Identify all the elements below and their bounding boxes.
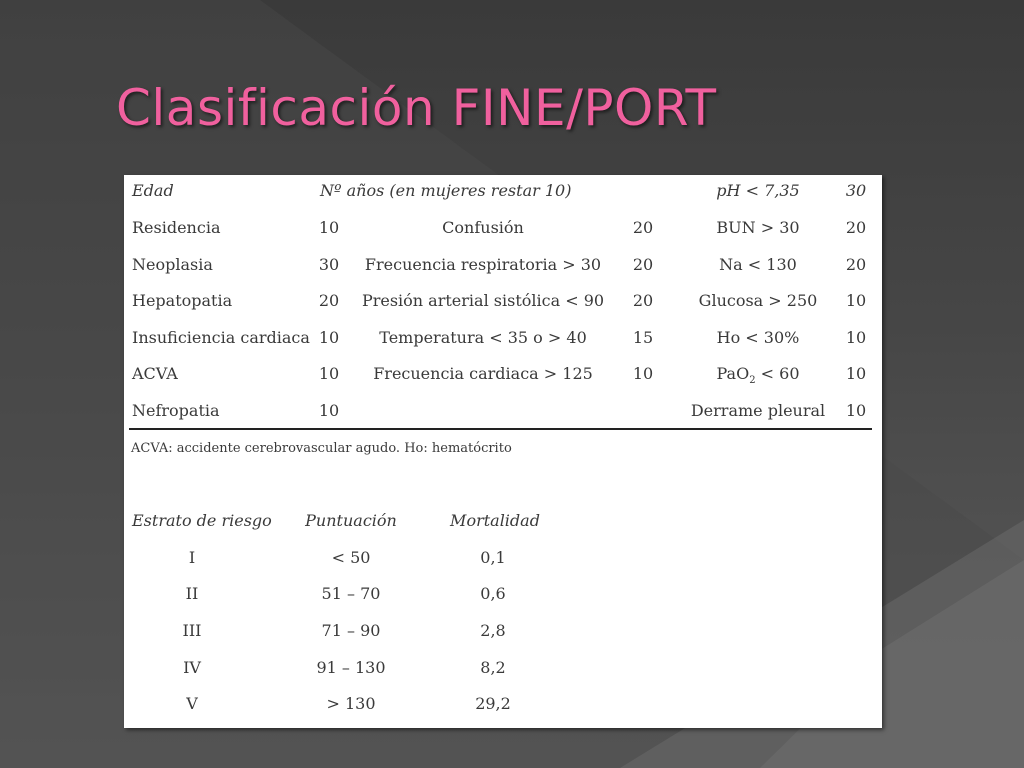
criteria-mid-label: Confusión <box>442 218 524 237</box>
risk-stratum: II <box>185 584 199 603</box>
risk-score: 71 – 90 <box>321 621 381 640</box>
risk-stratum: III <box>182 621 202 640</box>
criteria-mid-label: Frecuencia respiratoria > 30 <box>364 255 602 274</box>
criteria-label: Neoplasia <box>132 255 213 274</box>
criteria-points: Nº años (en mujeres restar 10) <box>320 181 572 200</box>
criteria-right-points: 20 <box>845 218 867 237</box>
risk-header: Mortalidad <box>450 511 540 530</box>
criteria-right-points: 20 <box>845 255 867 274</box>
risk-score: > 130 <box>326 694 376 713</box>
criteria-mid-points: 10 <box>632 364 654 383</box>
fine-port-table-image <box>124 175 882 728</box>
criteria-right-label: Glucosa > 250 <box>698 291 818 310</box>
risk-mortality: 0,6 <box>480 584 506 603</box>
risk-stratum: V <box>186 694 198 713</box>
criteria-right-label: BUN > 30 <box>716 218 800 237</box>
criteria-mid-points: 20 <box>632 291 654 310</box>
criteria-mid-label: Presión arterial sistólica < 90 <box>361 291 605 310</box>
criteria-right-label: Derrame pleural <box>690 401 826 420</box>
criteria-label: Hepatopatia <box>132 291 233 310</box>
risk-stratum: IV <box>183 658 201 677</box>
criteria-mid-label: Frecuencia cardiaca > 125 <box>373 364 593 383</box>
criteria-right-label: PaO$_2$ < 60 <box>716 364 800 387</box>
criteria-points: 30 <box>318 255 340 274</box>
criteria-points: 10 <box>318 401 340 420</box>
risk-mortality: 0,1 <box>480 548 506 567</box>
criteria-points: 10 <box>318 218 340 237</box>
criteria-right-label: pH < 7,35 <box>716 181 800 200</box>
risk-header: Puntuación <box>305 511 397 530</box>
risk-score: < 50 <box>331 548 371 567</box>
criteria-mid-points: 20 <box>632 255 654 274</box>
risk-stratum: I <box>188 548 196 567</box>
criteria-label: Edad <box>132 181 174 200</box>
risk-score: 91 – 130 <box>316 658 386 677</box>
criteria-mid-label: Temperatura < 35 o > 40 <box>379 328 587 347</box>
criteria-label: Insuficiencia cardiaca <box>132 328 310 347</box>
risk-mortality: 8,2 <box>480 658 506 677</box>
criteria-label: Nefropatia <box>132 401 220 420</box>
criteria-points: 10 <box>318 328 340 347</box>
criteria-mid-points: 15 <box>632 328 654 347</box>
risk-mortality: 29,2 <box>475 694 511 713</box>
criteria-points: 20 <box>318 291 340 310</box>
criteria-points: 10 <box>318 364 340 383</box>
criteria-right-label: Na < 130 <box>719 255 797 274</box>
table-divider <box>129 428 872 430</box>
table-footnote: ACVA: accidente cerebrovascular agudo. Ho: hematócrito <box>131 441 512 456</box>
risk-mortality: 2,8 <box>480 621 506 640</box>
criteria-mid-points: 20 <box>632 218 654 237</box>
criteria-label: ACVA <box>132 364 178 383</box>
criteria-right-points: 10 <box>845 401 867 420</box>
criteria-right-points: 10 <box>845 291 867 310</box>
risk-score: 51 – 70 <box>321 584 381 603</box>
slide-title: Clasificación FINE/PORT <box>116 79 717 137</box>
criteria-label: Residencia <box>132 218 221 237</box>
criteria-right-points: 30 <box>845 181 867 200</box>
risk-header: Estrato de riesgo <box>132 511 272 530</box>
criteria-right-points: 10 <box>845 328 867 347</box>
criteria-right-label: Ho < 30% <box>716 328 800 347</box>
criteria-right-points: 10 <box>845 364 867 383</box>
